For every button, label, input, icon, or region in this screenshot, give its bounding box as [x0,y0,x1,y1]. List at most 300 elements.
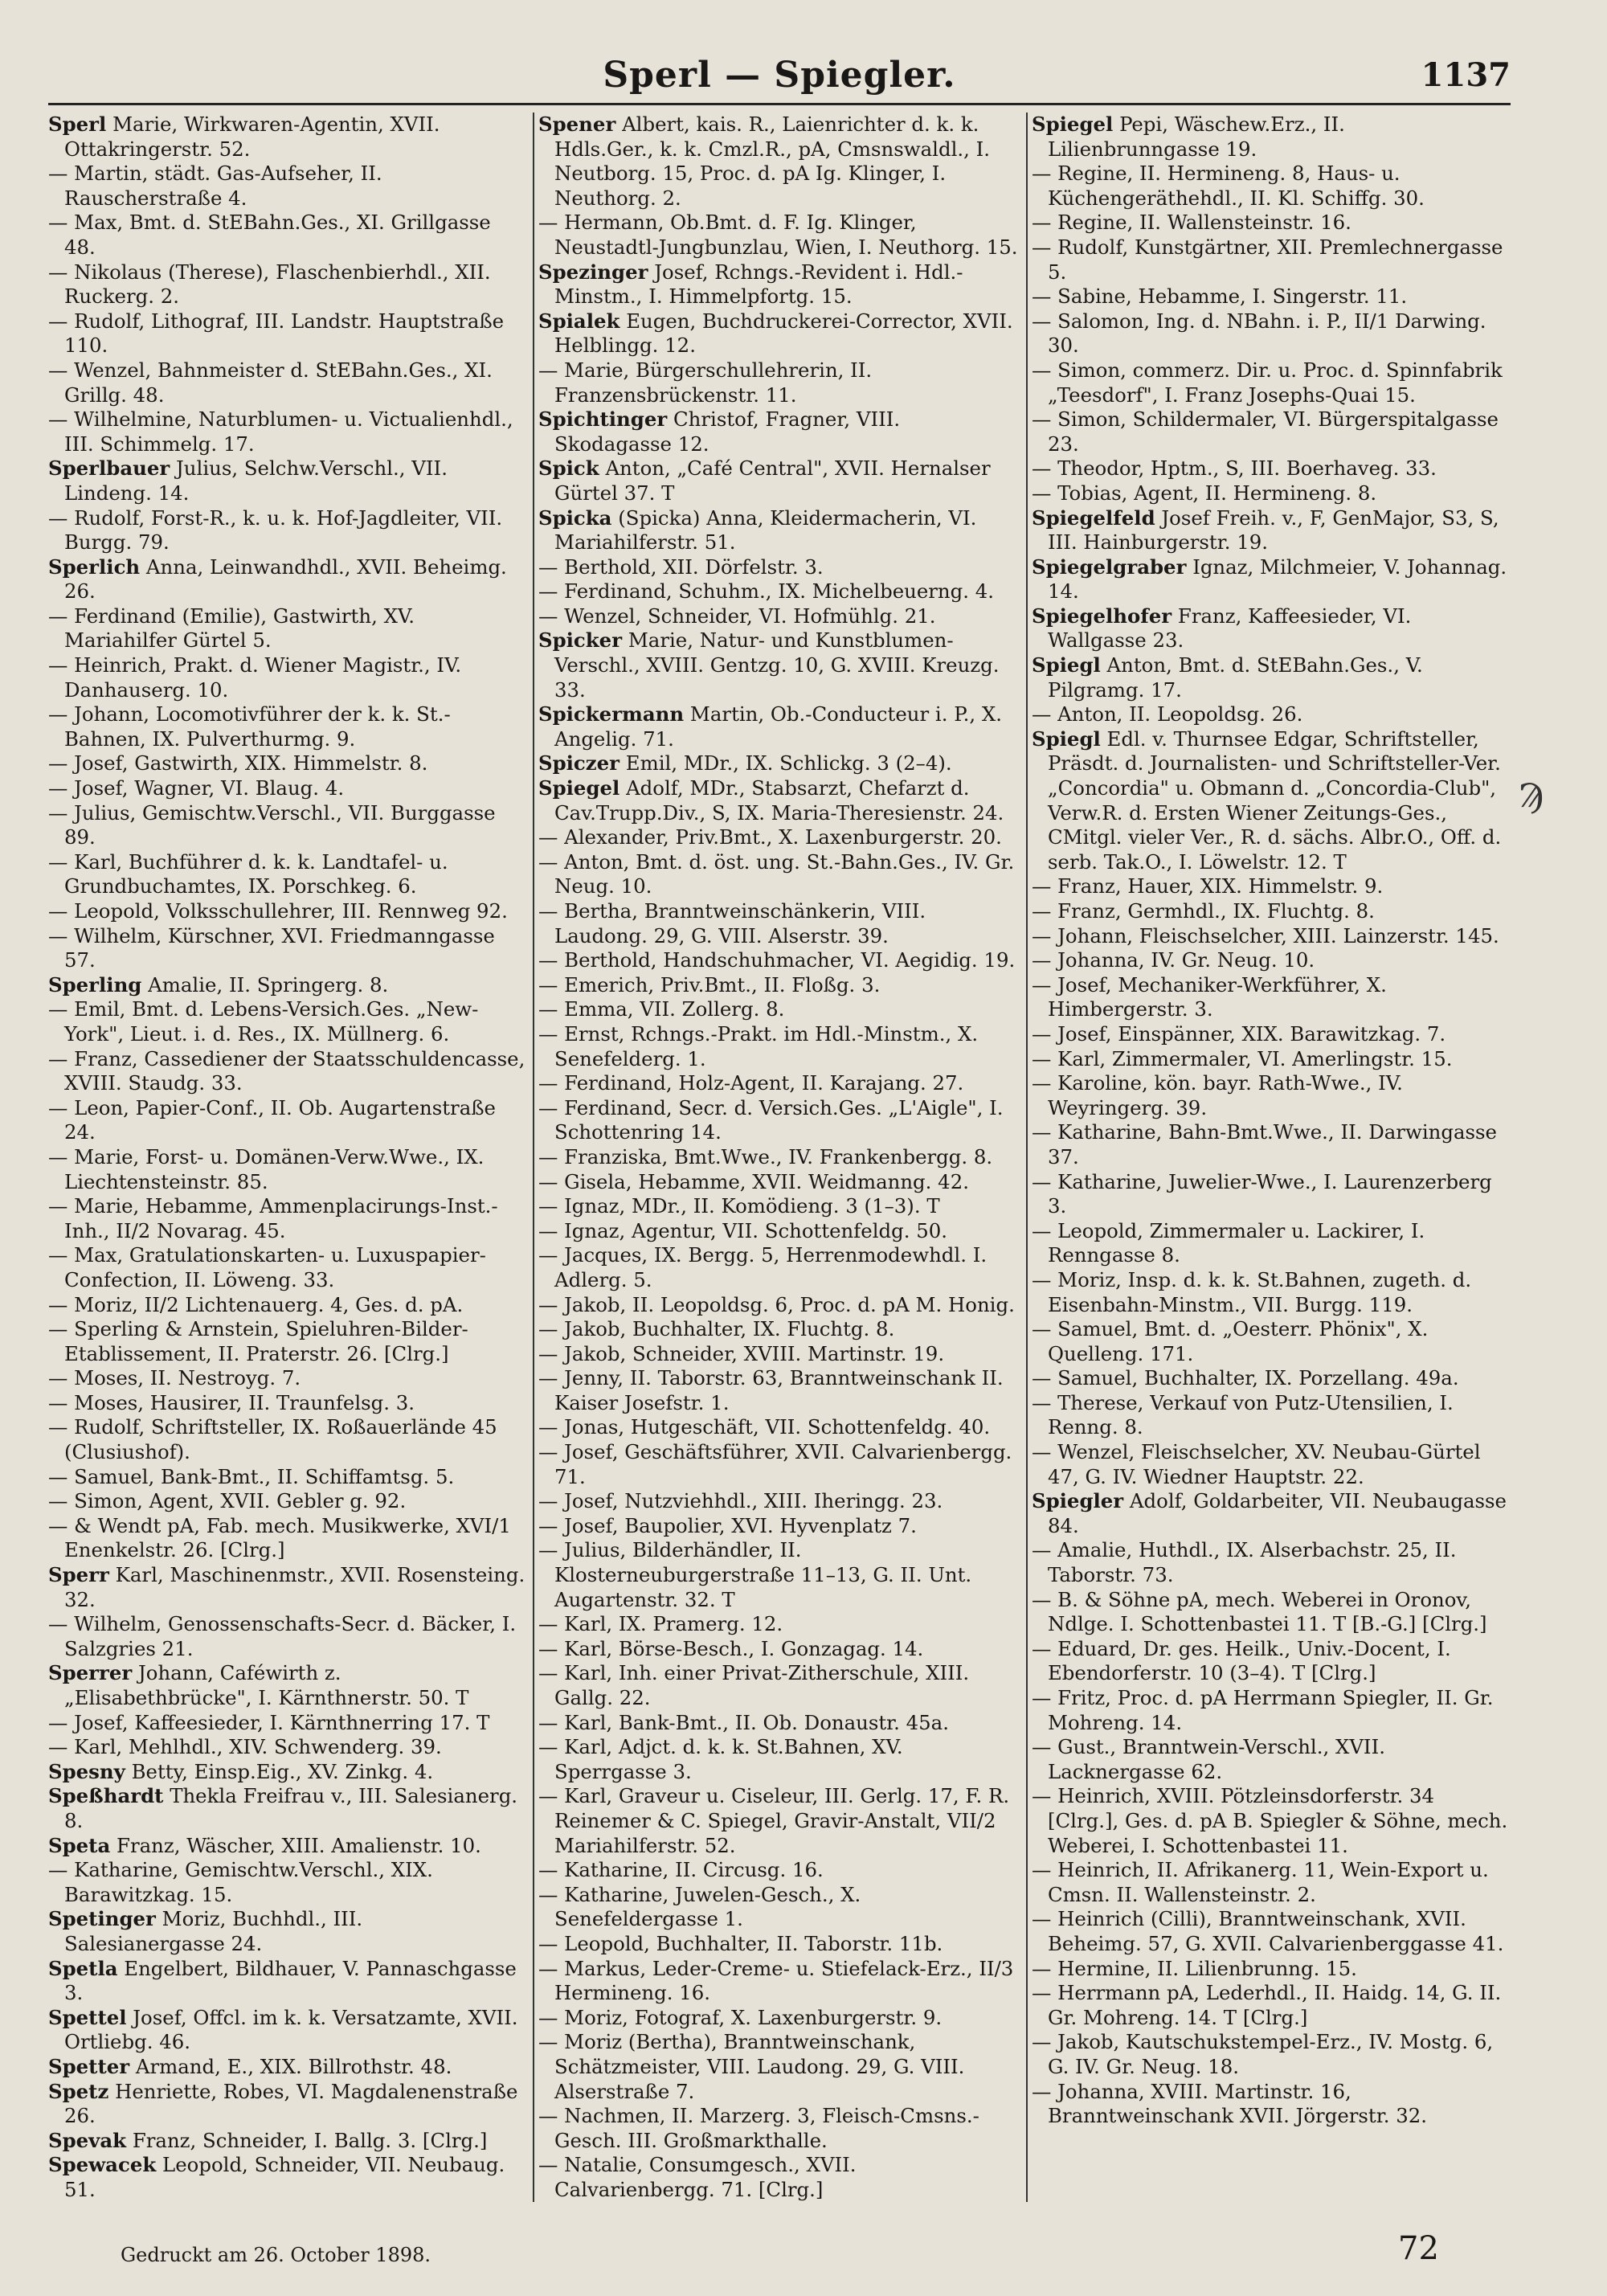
entry-text: — Moriz, Insp. d. k. k. St.Bahnen, zugeth. d. Eisenbahn-Minstm., VII. Burgg. 119. [1032,1267,1472,1316]
entry-surname: Sperlbauer [48,456,170,481]
directory-entry [538,1317,1020,1342]
signature-mark: 72 [1398,2230,1439,2267]
entry-surname: Spiegelgraber [1032,555,1187,579]
entry-surname: Spiegler [1032,1489,1124,1513]
entry-text: — Wilhelm, Kürschner, XVI. Friedmanngasse 57. [48,923,495,972]
entry-text: — Herrmann pA, Lederhdl., II. Haidg. 14, G. II. Gr. Mohreng. 14. T [Clrg.] [1032,1981,1502,2029]
entry-surname: Spiczer [538,751,620,776]
entry-surname: Spicka [538,505,612,530]
entry-text: — Karl, Zimmermaler, VI. Amerlingstr. 15. [1032,1046,1453,1070]
directory-entry [48,751,527,776]
directory-entry [48,506,527,555]
entry-text: Franz, Schneider, I. Ballg. 3. [Clrg.] [132,2128,488,2152]
entry-surname: Spetla [48,1956,118,1980]
entry-text: Armand, E., XIX. Billrothstr. 48. [135,2054,452,2078]
entry-text: — Katharine, Juwelen-Gesch., X. Senefeldergasse 1. [538,1882,861,1931]
directory-entry [48,653,527,702]
entry-text: — Berthold, Handschuhmacher, VI. Aegidig. 19. [538,948,1016,972]
entry-text: — Heinrich, XVIII. Pötzleinsdorferstr. 34 [Clrg.], Ges. d. pA B. Spiegler & Söhne, mech. Weberei, I. Schottenbastei 11. [1032,1784,1508,1857]
directory-entry [1032,113,1511,162]
directory-entry [538,1538,1020,1612]
directory-entry [48,1957,527,2006]
entry-text: — Eduard, Dr. ges. Heilk., Univ.-Docent, I. Ebendorferstr. 10 (3–4). T [Clrg.] [1032,1636,1451,1685]
directory-entry [48,2129,527,2154]
entry-text: — Nachmen, II. Marzerg. 3, Fleisch-Cmsns.-Gesch. III. Großmarkthalle. [538,2104,979,2152]
directory-entry [538,211,1020,260]
directory-entry [538,1514,1020,1539]
directory-entry [1032,1637,1511,1686]
entry-surname: Spesny [48,1759,125,1783]
entry-text: — Regine, II. Hermineng. 8, Haus- u. Küchengeräthehdl., II. Kl. Schiffg. 30. [1032,162,1425,210]
entry-text: — Anton, II. Leopoldsg. 26. [1032,702,1303,726]
entry-text: — Alexander, Priv.Bmt., X. Laxenburgerstr. 20. [538,825,1002,849]
directory-entry [538,579,1020,604]
entry-surname: Spiegelhofer [1032,604,1172,628]
directory-entry [1032,973,1511,1022]
handwritten-mark: Ϡ [1519,778,1544,815]
directory-entry [1032,1120,1511,1169]
directory-entry [1032,1440,1511,1489]
entry-text: — Johann, Fleischselcher, XIII. Lainzerstr. 145. [1032,923,1499,947]
directory-entry [48,1760,527,1785]
directory-entry [538,1883,1020,1932]
entry-surname: Speta [48,1833,111,1857]
directory-entry [48,2055,527,2080]
directory-entry [1032,1538,1511,1587]
directory-entry [48,1858,527,1907]
directory-entry [1032,284,1511,309]
directory-entry [538,407,1020,456]
directory-entry [538,2104,1020,2153]
directory-entry [1032,1071,1511,1120]
directory-entry [48,1465,527,1490]
directory-entry [1032,358,1511,407]
directory-entry [48,1563,527,1612]
entry-text: — Simon, commerz. Dir. u. Proc. d. Spinnfabrik „Teesdorf", I. Franz Josephs-Quai 15. [1032,358,1503,407]
directory-entry [538,1612,1020,1637]
directory-entry [1032,2030,1511,2079]
entry-text: — Wenzel, Bahnmeister d. StEBahn.Ges., XI. Grillg. 48. [48,358,493,407]
entry-text: — Wilhelm, Genossenschafts-Secr. d. Bäcker, I. Salzgries 21. [48,1612,517,1660]
entry-text: — Ernst, Rchngs.-Prakt. im Hdl.-Minstm., X. Senefelderg. 1. [538,1021,979,1070]
entry-text: — Nikolaus (Therese), Flaschenbierhdl., XII. Ruckerg. 2. [48,260,491,309]
entry-text: — Sperling & Arnstein, Spieluhren-Bilder-Etablissement, II. Praterstr. 26. [Clrg.] [48,1317,468,1365]
entry-surname: Spiegel [538,776,620,800]
entry-text: Johann, Caféwirth z. „Elisabethbrücke", I. Kärnthnerstr. 50. T [64,1661,469,1709]
entry-text: — Jonas, Hutgeschäft, VII. Schottenfeldg. 40. [538,1415,991,1439]
directory-entry [48,1784,527,1833]
column-divider [533,113,534,2202]
entry-text: Karl, Maschinenmstr., XVII. Rosensteing. 32. [64,1563,525,1611]
directory-entry [538,358,1020,407]
entry-text: — Salomon, Ing. d. NBahn. i. P., II/1 Darwing. 30. [1032,309,1486,358]
entry-text: — Johann, Locomotivführer der k. k. St.-Bahnen, IX. Pulverthurmg. 9. [48,702,451,751]
entry-text: — Marie, Bürgerschullehrerin, II. Franzensbrückenstr. 11. [538,358,873,407]
entry-text: — Heinrich (Cilli), Branntweinschank, XVII. Beheimg. 57, G. XVII. Calvarienberggasse 41. [1032,1907,1504,1955]
directory-entry [538,1243,1020,1292]
entry-text: — Gust., Branntwein-Verschl., XVII. Lacknergasse 62. [1032,1735,1385,1783]
directory-entry [538,1711,1020,1736]
entry-text: Thekla Freifrau v., III. Salesianerg. 8. [64,1784,518,1832]
entry-text: Pepi, Wäschew.Erz., II. Lilienbrunngasse 19. [1048,113,1345,161]
entry-text: Moriz, Buchhdl., III. Salesianergasse 24. [64,1907,363,1955]
directory-entry [538,751,1020,776]
entry-text: — Therese, Verkauf von Putz-Utensilien, I. Renng. 8. [1032,1390,1454,1439]
entry-text: Josef Freih. v., F, GenMajor, S3, S, III. Hainburgerstr. 19. [1048,505,1499,555]
directory-entry [1032,899,1511,924]
column-3 [1032,113,1511,2202]
entry-text: — Franz, Hauer, XIX. Himmelstr. 9. [1032,874,1384,898]
entry-text: — Josef, Baupolier, XVI. Hyvenplatz 7. [538,1513,917,1537]
entry-text: — Jakob, Buchhalter, IX. Fluchtg. 8. [538,1317,895,1341]
entry-text: — Emma, VII. Zollerg. 8. [538,997,785,1021]
directory-entry [538,899,1020,948]
entry-text: — Marie, Hebamme, Ammenplacirungs-Inst.-Inh., II/2 Novarag. 45. [48,1194,498,1242]
directory-entry [1032,1735,1511,1784]
directory-entry [48,973,527,998]
entry-text: — Bertha, Branntweinschänkerin, VIII. Laudong. 29, G. VIII. Alserstr. 39. [538,899,926,947]
entry-text: — Max, Bmt. d. StEBahn.Ges., XI. Grillgasse 48. [48,211,491,259]
directory-entry [48,407,527,456]
entry-text: — Markus, Leder-Creme- u. Stiefelack-Erz., II/3 Hermineng. 16. [538,1956,1014,2005]
directory-entry [1032,481,1511,506]
directory-entry [1032,874,1511,899]
directory-entry [538,2153,1020,2202]
entry-surname: Spialek [538,309,620,333]
directory-entry [1032,924,1511,949]
entry-text: — Karl, Adjct. d. k. k. St.Bahnen, XV. Sperrgasse 3. [538,1735,903,1783]
directory-entry [1032,1489,1511,1538]
directory-entry [538,1342,1020,1367]
entry-text: Josef, Rchngs.-Revident i. Hdl.-Minstm., I. Himmelpfortg. 15. [554,260,963,309]
directory-entry [1032,555,1511,604]
entry-text: — Moses, Hausirer, II. Traunfelsg. 3. [48,1390,415,1414]
entry-text: — Leopold, Zimmermaler u. Lackirer, I. Renngasse 8. [1032,1218,1425,1267]
directory-entry [1032,1686,1511,1735]
directory-entry [1032,2080,1511,2129]
entry-text: — Karl, Graveur u. Ciseleur, III. Gerlg. 17, F. R. Reinemer & C. Spiegel, Gravir-Anstalt, VII/2 Mariahilferstr. 52. [538,1784,1010,1857]
entry-surname: Spezinger [538,260,648,284]
entry-text: — Karl, Buchführer d. k. k. Landtafel- u. Grundbuchamtes, IX. Porschkeg. 6. [48,849,448,898]
directory-entry [48,1612,527,1661]
directory-entry [48,456,527,505]
directory-entry [48,1317,527,1366]
entry-text: — Karl, Inh. einer Privat-Zitherschule, XIII. Gallg. 22. [538,1661,970,1709]
entry-surname: Spiegl [1032,653,1101,677]
entry-text: Julius, Selchw.Verschl., VII. Lindeng. 14. [64,456,448,505]
entry-text: — Josef, Geschäftsführer, XVII. Calvarienbergg. 71. [538,1440,1012,1488]
entry-text: — Jakob, Kautschukstempel-Erz., IV. Mostg. 6, G. IV. Gr. Neug. 18. [1032,2030,1494,2078]
directory-entry [1032,1784,1511,1858]
entry-text: — Emil, Bmt. d. Lebens-Versich.Ges. „New-York", Lieut. i. d. Res., IX. Müllnerg. 6. [48,997,479,1046]
directory-entry [538,1489,1020,1514]
entry-text: — Moriz (Bertha), Branntweinschank, Schätzmeister, VIII. Laudong. 29, G. VIII. Alserstraße 7. [538,2030,965,2103]
entry-text: — Franziska, Bmt.Wwe., IV. Frankenbergg. 8. [538,1144,993,1168]
directory-entry [538,1932,1020,1957]
entry-text: — Josef, Kaffeesieder, I. Kärnthnerring 17. T [48,1710,490,1734]
entry-text: — Julius, Bilderhändler, II. Klosterneuburgerstraße 11–13, G. II. Unt. Augartenstr. 32. T [538,1538,972,1611]
entry-text: — Leon, Papier-Conf., II. Ob. Augartenstraße 24. [48,1095,496,1144]
directory-entry [48,776,527,801]
directory-entry [538,973,1020,998]
entry-text: — Ignaz, MDr., II. Komödieng. 3 (1–3). T [538,1194,940,1218]
entry-surname: Spichtinger [538,407,668,432]
directory-entry [48,1514,527,1563]
directory-entry [538,555,1020,580]
directory-entry [48,1243,527,1292]
entry-text: — Ferdinand, Schuhm., IX. Michelbeuerng. 4. [538,579,995,604]
directory-entry [538,1293,1020,1318]
entry-text: Adolf, MDr., Stabsarzt, Chefarzt d. Cav.Trupp.Div., S, IX. Maria-Theresienstr. 24. [554,776,1004,825]
directory-entry [48,260,527,309]
entry-text: — Hermine, II. Lilienbrunng. 15. [1032,1956,1357,1980]
entry-text: (Spicka) Anna, Kleidermacherin, VI. Mariahilferstr. 51. [554,505,977,555]
entry-text: — Karl, IX. Pramerg. 12. [538,1612,783,1636]
directory-entry [48,1145,527,1194]
entry-text: — Karl, Bank-Bmt., II. Ob. Donaustr. 45a. [538,1710,949,1734]
directory-entry [1032,604,1511,653]
directory-entry [538,850,1020,899]
entry-text: — Karl, Mehlhdl., XIV. Schwenderg. 39. [48,1735,442,1759]
directory-entry [1032,1588,1511,1637]
directory-entry [48,1735,527,1760]
directory-entry [48,1391,527,1416]
entry-surname: Sperlich [48,555,141,579]
directory-entry [48,1489,527,1514]
directory-entry [1032,407,1511,456]
entry-text: Leopold, Schneider, VII. Neubaug. 51. [64,2153,505,2201]
entry-text: — Natalie, Consumgesch., XVII. Calvarienbergg. 71. [Clrg.] [538,2153,857,2201]
column-divider [1026,113,1028,2202]
directory-entry [1032,1022,1511,1047]
entry-text: — Sabine, Hebamme, I. Singerstr. 11. [1032,284,1408,309]
directory-entry [1032,506,1511,555]
entry-text: — Johanna, XVIII. Martinstr. 16, Branntweinschank XVII. Jörgerstr. 32. [1032,2079,1428,2128]
directory-entry [1032,1268,1511,1317]
directory-entry [1032,1907,1511,1956]
directory-entry [48,801,527,850]
directory-entry [48,702,527,751]
entry-surname: Spettel [48,2005,127,2029]
entry-text: — Wilhelmine, Naturblumen- u. Victualienhdl., III. Schimmelg. 17. [48,407,513,456]
directory-entry [538,1784,1020,1858]
entry-text: Franz, Kaffeesieder, VI. Wallgasse 23. [1048,604,1412,653]
directory-entry [48,1047,527,1096]
entry-text: Marie, Natur- und Kunstblumen-Verschl., XVIII. Gentzg. 10, G. XVIII. Kreuzg. 33. [554,628,1000,702]
entry-surname: Spener [538,113,616,136]
directory-entry [538,309,1020,358]
directory-entry [1032,727,1511,875]
directory-entry [48,113,527,162]
entry-surname: Spiegelfeld [1032,505,1155,530]
entry-text: — Rudolf, Lithograf, III. Landstr. Hauptstraße 110. [48,309,505,358]
entry-text: — Franz, Germhdl., IX. Fluchtg. 8. [1032,899,1375,923]
directory-entry [538,1071,1020,1096]
entry-surname: Sperr [48,1563,109,1587]
entry-text: Christof, Fragner, VIII. Skodagasse 12. [554,407,901,456]
directory-entry [538,1170,1020,1195]
entry-text: — Rudolf, Forst-R., k. u. k. Hof-Jagdleiter, VII. Burgg. 79. [48,505,503,555]
entry-surname: Spiegl [1032,726,1101,751]
entry-text: — Wenzel, Schneider, VI. Hofmühlg. 21. [538,604,936,628]
directory-entry [538,1366,1020,1415]
directory-entry [48,309,527,358]
entry-text: — Leopold, Buchhalter, II. Taborstr. 11b. [538,1931,943,1955]
directory-entry [538,948,1020,973]
entry-text: Ignaz, Milchmeier, V. Johannag. 14. [1048,555,1507,604]
directory-entry [1032,702,1511,727]
directory-entry [48,1415,527,1464]
entry-text: — Katharine, Gemischtw.Verschl., XIX. Barawitzkag. 15. [48,1858,433,1906]
entry-text: — Ignaz, Agentur, VII. Schottenfeldg. 50. [538,1218,948,1242]
directory-entry [1032,211,1511,235]
entry-text: — Tobias, Agent, II. Hermineng. 8. [1032,481,1377,505]
print-date: Gedruckt am 26. October 1898. [121,2244,431,2266]
directory-entry [1032,1170,1511,1219]
directory-entry [1032,162,1511,211]
entry-surname: Spetz [48,2079,109,2103]
directory-entry [48,2153,527,2202]
entry-text: — Leopold, Volksschullehrer, III. Rennweg 92. [48,899,508,923]
entry-text: Franz, Wäscher, XIII. Amalienstr. 10. [117,1833,481,1857]
directory-entry [48,555,527,604]
directory-entry [538,2030,1020,2104]
entry-text: — Jenny, II. Taborstr. 63, Branntweinschank II. Kaiser Josefstr. 1. [538,1366,1004,1414]
column-1 [48,113,527,2202]
entry-text: — Moriz, Fotograf, X. Laxenburgerstr. 9. [538,2005,943,2029]
directory-entry [48,850,527,899]
directory-entry [538,1145,1020,1170]
entry-surname: Spicker [538,628,623,653]
directory-entry [538,628,1020,702]
directory-entry [538,456,1020,505]
directory-entry [1032,1047,1511,1072]
entry-surname: Sperrer [48,1661,133,1685]
entry-text: — Wenzel, Fleischselcher, XV. Neubau-Gürtel 47, G. IV. Wiedner Hauptstr. 22. [1032,1440,1481,1488]
entry-text: — Moriz, II/2 Lichtenauerg. 4, Ges. d. pA. [48,1292,464,1316]
entry-text: — Berthold, XII. Dörfelstr. 3. [538,555,824,579]
entry-text: — Amalie, Huthdl., IX. Alserbachstr. 25, II. Taborstr. 73. [1032,1538,1457,1587]
directory-entry [48,1096,527,1145]
entry-text: Betty, Einsp.Eig., XV. Zinkg. 4. [131,1759,434,1783]
entry-text: Engelbert, Bildhauer, V. Pannaschgasse 3. [64,1956,517,2005]
entry-text: — Max, Gratulationskarten- u. Luxuspapier-Confection, II. Löweng. 33. [48,1243,486,1291]
entry-text: — Emerich, Priv.Bmt., II. Floßg. 3. [538,972,881,997]
directory-entry [1032,1391,1511,1440]
directory-entry [48,997,527,1046]
entry-text: — Julius, Gemischtw.Verschl., VII. Burggasse 89. [48,800,496,849]
entry-surname: Spetter [48,2054,130,2078]
entry-text: — Anton, Bmt. d. öst. ung. St.-Bahn.Ges., IV. Gr. Neug. 10. [538,849,1015,898]
directory-entry [48,1194,527,1243]
entry-text: — Theodor, Hptm., S, III. Boerhaveg. 33. [1032,456,1437,481]
entry-text: — Heinrich, Prakt. d. Wiener Magistr., IV. Danhauserg. 10. [48,653,462,702]
running-title: Sperl — Spiegler. [603,55,956,96]
directory-entry [538,1194,1020,1219]
entry-text: — Ferdinand, Holz-Agent, II. Karajang. 27. [538,1071,964,1095]
directory-entry [1032,235,1511,284]
entry-text: — B. & Söhne pA, mech. Weberei in Oronov, Ndlge. I. Schottenbastei 11. T [B.-G.] [Clrg.] [1032,1587,1487,1636]
directory-entry [538,113,1020,211]
directory-entry [538,1637,1020,1662]
entry-text: — Katharine, Juwelier-Wwe., I. Laurenzerberg 3. [1032,1169,1492,1218]
entry-text: Josef, Offcl. im k. k. Versatzamte, XVII. Ortliebg. 46. [64,2005,518,2054]
directory-entry [1032,1317,1511,1366]
entry-text: — Rudolf, Kunstgärtner, XII. Premlechnergasse 5. [1032,235,1503,284]
directory-entry [48,924,527,973]
entry-text: — Ferdinand, Secr. d. Versich.Ges. „L'Aigle", I. Schottenring 14. [538,1095,1004,1144]
directory-entry [48,604,527,653]
directory-entry [1032,1981,1511,2030]
directory-entry [48,2080,527,2129]
entry-text: — Simon, Schildermaler, VI. Bürgerspitalgasse 23. [1032,407,1499,456]
directory-entry [538,997,1020,1022]
entry-text: — Josef, Wagner, VI. Blaug. 4. [48,776,345,800]
directory-entry [538,1096,1020,1145]
entry-surname: Spickermann [538,702,685,726]
directory-entry [48,1293,527,1318]
entry-text: — Moses, II. Nestroyg. 7. [48,1366,301,1390]
entry-text: — Josef, Mechaniker-Werkführer, X. Himbergerstr. 3. [1032,972,1387,1021]
directory-entry [1032,653,1511,702]
entry-text: Marie, Wirkwaren-Agentin, XVII. Ottakringerstr. 52. [64,113,440,161]
entry-text: — & Wendt pA, Fab. mech. Musikwerke, XVI/1 Enenkelstr. 26. [Clrg.] [48,1513,511,1562]
entry-text: Henriette, Robes, VI. Magdalenenstraße 26. [64,2079,518,2128]
directory-entry [538,702,1020,751]
page-number: 1137 [1421,56,1511,94]
entry-text: Martin, Ob.-Conducteur i. P., X. Angelig. 71. [554,702,1003,751]
entry-text: — Regine, II. Wallensteinstr. 16. [1032,211,1351,235]
directory-entry [1032,1957,1511,1982]
directory-entry [1032,948,1511,973]
directory-entry [538,1440,1020,1489]
entry-text: — Johanna, IV. Gr. Neug. 10. [1032,948,1315,972]
directory-entry [538,604,1020,629]
entry-text: Anton, „Café Central", XVII. Hernalser Gürtel 37. T [554,456,991,505]
directory-entry [538,2006,1020,2031]
directory-entry [48,358,527,407]
entry-text: — Heinrich, II. Afrikanerg. 11, Wein-Export u. Cmsn. II. Wallensteinstr. 2. [1032,1858,1489,1906]
column-2 [538,113,1020,2202]
entry-text: Amalie, II. Springerg. 8. [148,972,389,997]
entry-text: — Gisela, Hebamme, XVII. Weidmanng. 42. [538,1169,969,1193]
directory-entry [538,260,1020,309]
entry-text: — Samuel, Bmt. d. „Oesterr. Phönix", X. Quelleng. 171. [1032,1317,1429,1365]
entry-surname: Spevak [48,2128,127,2152]
directory-entry [1032,1219,1511,1268]
directory-entry [538,1735,1020,1784]
directory-entry [48,1366,527,1391]
entry-text: — Marie, Forst- u. Domänen-Verw.Wwe., IX. Liechtensteinstr. 85. [48,1144,485,1193]
entry-text: Adolf, Goldarbeiter, VII. Neubaugasse 84. [1048,1489,1507,1537]
entry-surname: Sperl [48,113,107,136]
entry-text: Albert, kais. R., Laienrichter d. k. k. Hdls.Ger., k. k. Cmzl.R., pA, Cmsnswaldl., I. Neutborg. 15, Proc. d. pA Ig. Klinger, I. Neuthorg. 2. [554,113,991,210]
page-header [48,48,1511,104]
entry-text: — Josef, Einspänner, XIX. Barawitzkag. 7. [1032,1021,1446,1046]
entry-text: — Franz, Cassediener der Staatsschuldencasse, XVIII. Staudg. 33. [48,1046,525,1095]
entry-surname: Spewacek [48,2153,157,2177]
entry-text: Edl. v. Thurnsee Edgar, Schriftsteller, Präsdt. d. Journalisten- und Schriftsteller-Ver. „Concordia" u. Obmann d. „Concordia-Club", Verw.R. d. Ersten Wiener Zeitungs-Ges., CMitgl. vieler Ver., R. d. sächs. Albr.O., Off. d. serb. Tak.O., I. Löwelstr. 12. T [1048,726,1502,874]
entry-surname: Speßhardt [48,1784,164,1808]
entry-text: — Simon, Agent, XVII. Gebler g. 92. [48,1489,407,1513]
entry-text: — Jakob, Schneider, XVIII. Martinstr. 19. [538,1341,945,1365]
entry-text: — Rudolf, Schriftsteller, IX. Roßauerlände 45 (Clusiushof). [48,1415,497,1464]
entry-surname: Spick [538,456,599,481]
directory-entry [538,1022,1020,1071]
directory-entry [538,1415,1020,1440]
entry-text: — Fritz, Proc. d. pA Herrmann Spiegler, II. Gr. Mohreng. 14. [1032,1686,1494,1734]
entry-text: Anna, Leinwandhdl., XVII. Beheimg. 26. [64,555,507,604]
